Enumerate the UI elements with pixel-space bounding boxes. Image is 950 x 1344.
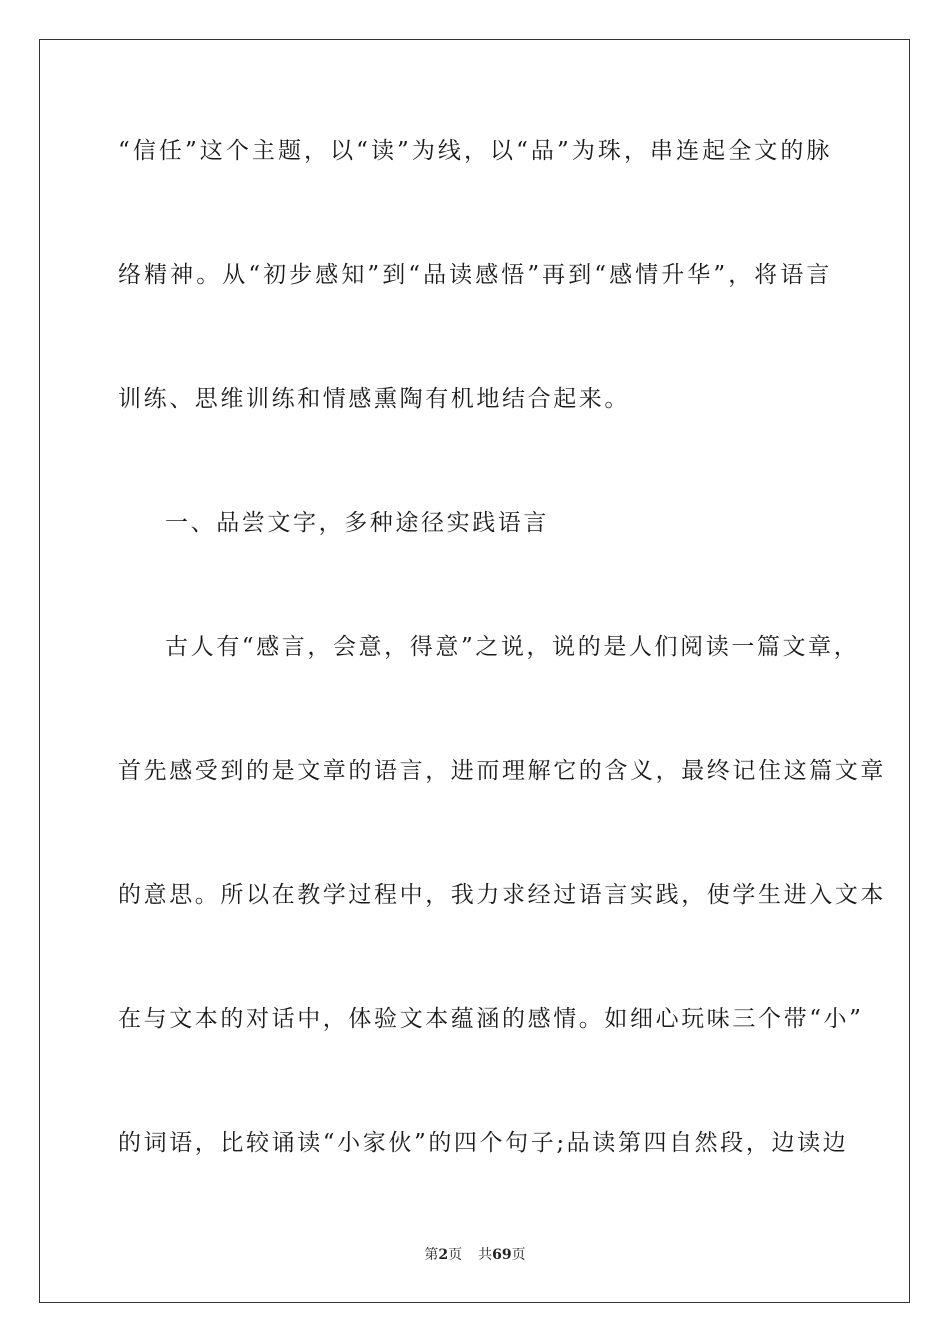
page-footer (0, 1245, 950, 1265)
page-border (39, 39, 910, 1303)
page-number: 2 (438, 1247, 449, 1263)
paragraph-line-8: 的词语，比较诵读“小家伙”的四个句子;品读第四自然段，边读边 (118, 1130, 849, 1156)
total-label-prefix: 共 (478, 1247, 493, 1263)
paragraph-line-1: “信任”这个主题，以“读”为线，以“品”为珠，串连起全文的脉 (118, 138, 832, 164)
page-label-prefix: 第 (424, 1247, 439, 1263)
paragraph-line-2: 络精神。从“初步感知”到“品读感悟”再到“感情升华”，将语言 (118, 262, 832, 288)
paragraph-line-7: 在与文本的对话中，体验文本蕴涵的感情。如细心玩味三个带“小” (118, 1006, 864, 1032)
total-label-suffix: 页 (511, 1247, 526, 1263)
section-heading: 一、品尝文字，多种途径实践语言 (165, 510, 549, 536)
total-pages: 69 (492, 1247, 512, 1263)
page-label-suffix: 页 (448, 1247, 463, 1263)
paragraph-line-3: 训练、思维训练和情感熏陶有机地结合起来。 (118, 386, 630, 412)
paragraph-line-4: 古人有“感言，会意，得意”之说，说的是人们阅读一篇文章， (165, 634, 860, 660)
paragraph-line-5: 首先感受到的是文章的语言，进而理解它的含义，最终记住这篇文章 (118, 758, 886, 784)
paragraph-line-6: 的意思。所以在教学过程中，我力求经过语言实践，使学生进入文本 (118, 882, 886, 908)
